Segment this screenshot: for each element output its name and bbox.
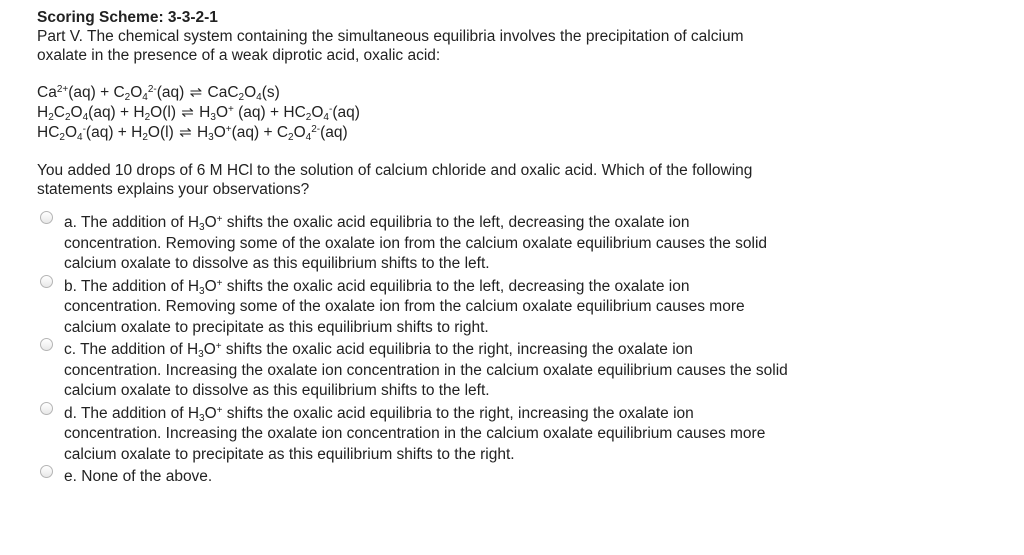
- radio-button-a[interactable]: [40, 211, 53, 224]
- option-a-line-2: concentration. Removing some of the oxalate ion from the calcium oxalate equilibrium causes the solid: [64, 234, 768, 252]
- option-d-line-1: d. The addition of $H_3O^+$ shifts the oxalic acid equilibria to the right, increasing the oxalate ion: [64, 404, 694, 424]
- question-line-1: You added 10 drops of 6 M HCl to the solution of calcium chloride and oxalic acid. Which of the following: [37, 162, 753, 179]
- option-c-line-1: c. The addition of $H_3O^+$ shifts the oxalic acid equilibria to the right, increasing the oxalate ion: [64, 341, 693, 360]
- option-c-line-3: calcium oxalate to dissolve as this equilibrium shifts to the left.: [64, 382, 490, 399]
- intro-line-1: Part V. The chemical system containing the simultaneous equilibria involves the precipitation of calcium: [37, 28, 744, 45]
- scoring-scheme-title: Scoring Scheme: 3-3-2-1: [37, 9, 218, 26]
- option-d[interactable]: [37, 404, 997, 466]
- radio-button-b[interactable]: [40, 275, 53, 288]
- question-text: [37, 161, 997, 199]
- radio-button-d[interactable]: [40, 402, 53, 415]
- option-b-line-1: b. The addition of $H_3O^+$ shifts the oxalic acid equilibria to the left, decreasing the oxalate ion: [64, 277, 690, 297]
- option-a-line-1: a. The addition of $H_3O^+$ shifts the oxalic acid equilibria to the left, decreasing the oxalate ion: [64, 214, 690, 233]
- equation-1: $Ca^{2+}(aq) + C_2O_4^{2-}(aq)$ ⇌ $CaC_2O_4(s)$: [37, 84, 280, 103]
- option-d-line-2: concentration. Increasing the oxalate ion concentration in the calcium oxalate equilibrium causes more: [64, 425, 766, 442]
- question-line-2: statements explains your observations?: [37, 181, 310, 198]
- option-e-line-1: e. None of the above.: [64, 468, 213, 485]
- option-d-line-3: calcium oxalate to precipitate as this equilibrium shifts to the right.: [64, 445, 515, 463]
- option-a-line-3: calcium oxalate to dissolve as this equilibrium shifts to the left.: [64, 255, 490, 272]
- option-c[interactable]: [37, 340, 997, 402]
- question-container: [37, 8, 997, 488]
- intro-line-2: oxalate in the presence of a weak diprotic acid, oxalic acid:: [37, 47, 441, 64]
- option-c-line-2: concentration. Increasing the oxalate ion concentration in the calcium oxalate equilibrium causes the solid: [64, 361, 788, 379]
- equilibria-equations: [37, 83, 997, 143]
- radio-button-e[interactable]: [40, 465, 53, 478]
- option-b[interactable]: [37, 277, 997, 339]
- equation-2: $H_2C_2O_4(aq) + H_2O(l)$ ⇌ $H_3O^+$ $(aq) + HC_2O_4^-(aq)$: [37, 104, 360, 123]
- option-a[interactable]: [37, 213, 997, 275]
- option-b-line-3: calcium oxalate to precipitate as this equilibrium shifts to right.: [64, 318, 489, 336]
- radio-button-c[interactable]: [40, 338, 53, 351]
- option-e[interactable]: [37, 467, 997, 488]
- answer-options: [37, 213, 997, 488]
- equation-3: $HC_2O_4^-(aq) + H_2O(l)$ ⇌ $H_3O^+(aq) + C_2O_4^{2-}(aq)$: [37, 124, 348, 143]
- option-b-line-2: concentration. Removing some of the oxalate ion from the calcium oxalate equilibrium causes more: [64, 298, 745, 315]
